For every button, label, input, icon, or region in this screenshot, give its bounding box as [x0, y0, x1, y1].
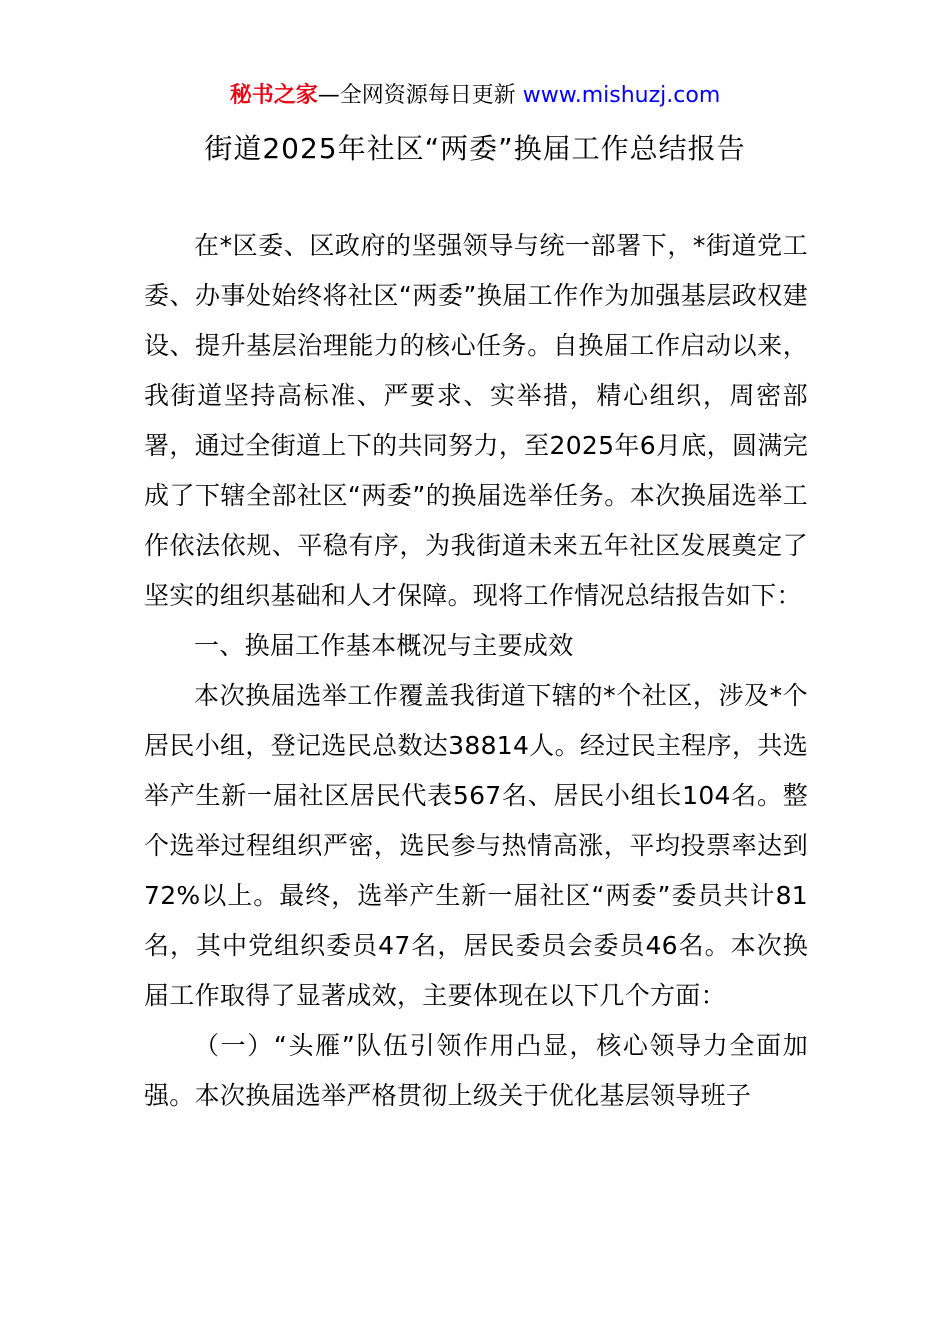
- site-brand: 秘书之家: [229, 83, 318, 108]
- site-header: [0, 82, 950, 110]
- document-title: 街道2025年社区“两委”换届工作总结报告: [204, 132, 746, 165]
- document-body: [144, 221, 808, 1121]
- subsection-paragraph: （一）“头雁”队伍引领作用凸显，核心领导力全面加强。本次换届选举严格贯彻上级关于优化基层领导班子: [144, 1031, 808, 1110]
- section-heading: 一、换届工作基本概况与主要成效: [194, 631, 574, 660]
- overview-paragraph: 本次换届选举工作覆盖我街道下辖的*个社区，涉及*个居民小组，登记选民总数达38814人。经过民主程序，共选举产生新一届社区居民代表567名、居民小组长104名。整个选举过程组织严密，选民参与热情高涨，平均投票率达到72%以上。最终，选举产生新一届社区“两委”委员共计81名，其中党组织委员47名，居民委员会委员46名。本次换届工作取得了显著成效，主要体现在以下几个方面：: [144, 681, 808, 1010]
- site-url-link[interactable]: www.mishuzj.com: [522, 83, 721, 108]
- intro-paragraph: 在*区委、区政府的坚强领导与统一部署下，*街道党工委、办事处始终将社区“两委”换届工作作为加强基层政权建设、提升基层治理能力的核心任务。自换届工作启动以来，我街道坚持高标准、严要求、实举措，精心组织，周密部署，通过全街道上下的共同努力，至2025年6月底，圆满完成了下辖全部社区“两委”的换届选举任务。本次换届选举工作依法依规、平稳有序，为我街道未来五年社区发展奠定了坚实的组织基础和人才保障。现将工作情况总结报告如下：: [144, 231, 808, 610]
- site-tagline: —全网资源每日更新: [317, 83, 516, 108]
